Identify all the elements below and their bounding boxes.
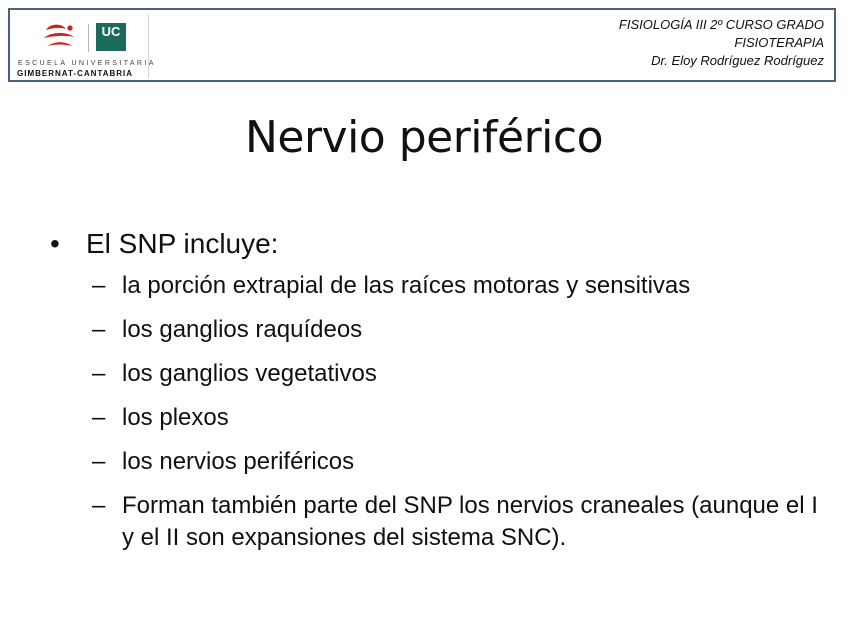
sub-bullet-text: los plexos xyxy=(122,404,229,431)
gimbernat-logo-icon xyxy=(40,21,80,53)
bullet-marker: • xyxy=(50,228,60,259)
dash-marker: – xyxy=(92,492,106,519)
sub-bullet-text: los ganglios vegetativos xyxy=(122,360,377,387)
sub-bullet-text: los nervios periféricos xyxy=(122,448,355,475)
logo-divider xyxy=(88,24,89,52)
slide-content xyxy=(50,226,830,566)
sub-bullet-item xyxy=(50,358,830,390)
dash-marker: – xyxy=(92,316,106,343)
university-logo xyxy=(14,14,156,78)
bullet-item xyxy=(50,226,830,262)
course-info xyxy=(619,16,824,70)
dash-marker: – xyxy=(92,360,106,387)
course-line1: FISIOLOGÍA III 2º CURSO GRADO xyxy=(618,17,824,32)
sub-bullet-item xyxy=(50,446,830,478)
sub-bullet-item xyxy=(50,490,830,554)
school-name-line1: ESCUELA UNIVERSITARIA xyxy=(18,60,156,67)
slide-header xyxy=(8,8,836,82)
sub-bullet-item xyxy=(50,402,830,434)
school-name-line2: GIMBERNAT-CANTABRIA xyxy=(17,69,134,78)
sub-bullet-item xyxy=(50,314,830,346)
author-name: Dr. Eloy Rodríguez Rodríguez xyxy=(651,53,824,68)
dash-marker: – xyxy=(92,448,106,475)
sub-bullet-text: la porción extrapial de las raíces motoras y sensitivas xyxy=(122,272,691,299)
course-line2: FISIOTERAPIA xyxy=(734,35,824,50)
slide-title: Nervio periférico xyxy=(244,112,604,163)
dash-marker: – xyxy=(92,272,106,299)
bullet-text: El SNP incluye: xyxy=(86,228,279,259)
sub-bullet-text: Forman también parte del SNP los nervios craneales (aunque el I y el II son expansiones del sistema SNC). xyxy=(122,492,818,551)
sub-bullet-list xyxy=(50,270,830,554)
sub-bullet-item xyxy=(50,270,830,302)
uc-logo: UC xyxy=(96,23,126,51)
sub-bullet-text: los ganglios raquídeos xyxy=(122,316,363,343)
dash-marker: – xyxy=(92,404,106,431)
